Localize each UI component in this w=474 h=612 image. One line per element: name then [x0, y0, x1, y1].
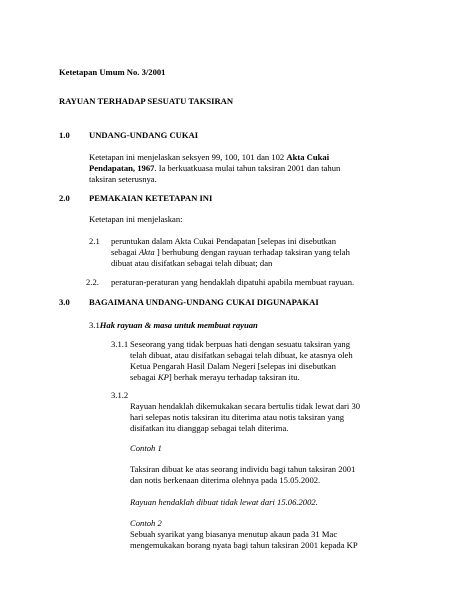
- section-1-number: 1.0: [59, 130, 70, 140]
- example-1-line-1: Taksiran dibuat ke atas seorang individu bagi tahun taksiran 2001: [130, 464, 356, 474]
- para-3-1-2-line-2: hari selepas notis taksiran itu diterima atau notis taksiran yang: [130, 412, 345, 422]
- kp-abbreviation: KP: [157, 372, 169, 382]
- para-3-1-1-line-2: telah dibuat, atau disifatkan sebagai telah dibuat, ke atasnya oleh: [130, 350, 353, 360]
- act-abbreviation: Akta: [138, 247, 155, 257]
- example-2-line-2: mengemukakan borang nyata bagi tahun taksiran 2001 kepada KP: [130, 540, 358, 550]
- para-3-1-1-line-4: sebagai KP] berhak merayu terhadap taksiran itu.: [130, 372, 300, 382]
- para-3-1-2-line-1: Rayuan hendaklah dikemukakan secara bertulis tidak lewat dari 30: [130, 401, 361, 411]
- document-subject: RAYUAN TERHADAP SESUATU TAKSIRAN: [59, 96, 234, 106]
- para-3-1-1-line-1: Seseorang yang tidak berpuas hati dengan sesuatu taksiran yang: [130, 339, 351, 349]
- subsection-3-1-number: 3.1: [89, 320, 100, 330]
- section-2-number: 2.0: [59, 193, 70, 203]
- section-1-paragraph-line-2: Pendapatan, 1967. Ia berkuatkuasa mulai tahun taksiran 2001 dan tahun: [89, 163, 341, 173]
- para-3-1-1-number: 3.1.1: [111, 339, 129, 349]
- item-2-1-line-2: sebagai Akta ] berhubung dengan rayuan terhadap taksiran yang telah: [111, 247, 350, 257]
- ruling-title: Ketetapan Umum No. 3/2001: [59, 67, 166, 77]
- para-3-1-2-number: 3.1.2: [111, 390, 129, 400]
- example-1-conclusion: Rayuan hendaklah dibuat tidak lewat dari 15.06.2002.: [130, 497, 318, 507]
- para-3-1-1-line-3: Ketua Pengarah Hasil Dalam Negeri [selepas ini disebutkan: [130, 361, 336, 371]
- subsection-3-1-heading: Hak rayuan & masa untuk membuat rayuan: [99, 320, 258, 330]
- example-2-line-1: Sebuah syarikat yang biasanya menutup akaun pada 31 Mac: [130, 529, 338, 539]
- example-2-label: Contoh 2: [130, 518, 162, 528]
- section-2-intro: Ketetapan ini menjelaskan:: [89, 214, 183, 224]
- act-name-part-2: Pendapatan, 1967: [89, 163, 155, 173]
- act-name-part-1: Akta Cukai: [286, 152, 330, 162]
- section-3-number: 3.0: [59, 297, 70, 307]
- subsection-3-1: [89, 320, 258, 331]
- item-2-1-line-3: dibuat atau disifatkan sebagai telah dibuat; dan: [111, 258, 273, 268]
- section-1-paragraph-line-1: Ketetapan ini menjelaskan seksyen 99, 100, 101 dan 102 Akta Cukai: [89, 152, 330, 162]
- item-2-1-number: 2.1: [89, 236, 100, 246]
- section-2-heading: PEMAKAIAN KETETAPAN INI: [89, 193, 213, 203]
- section-3-heading: BAGAIMANA UNDANG-UNDANG CUKAI DIGUNAPAKAI: [89, 297, 319, 307]
- item-2-2-number: 2.2.: [86, 277, 99, 287]
- example-1-line-2: dan notis berkenaan diterima olehnya pada 15.05.2002.: [130, 475, 321, 485]
- section-1-paragraph-line-3: taksiran seterusnya.: [89, 174, 157, 184]
- item-2-2-text: peraturan-peraturan yang hendaklah dipatuhi apabila membuat rayuan.: [111, 277, 355, 287]
- para-3-1-2-line-3: disifatkan itu dianggap sebagai telah diterima.: [130, 423, 289, 433]
- example-1-label: Contoh 1: [130, 443, 162, 453]
- section-1-heading: UNDANG-UNDANG CUKAI: [89, 130, 199, 140]
- item-2-1-line-1: peruntukan dalam Akta Cukai Pendapatan [selepas ini disebutkan: [111, 236, 337, 246]
